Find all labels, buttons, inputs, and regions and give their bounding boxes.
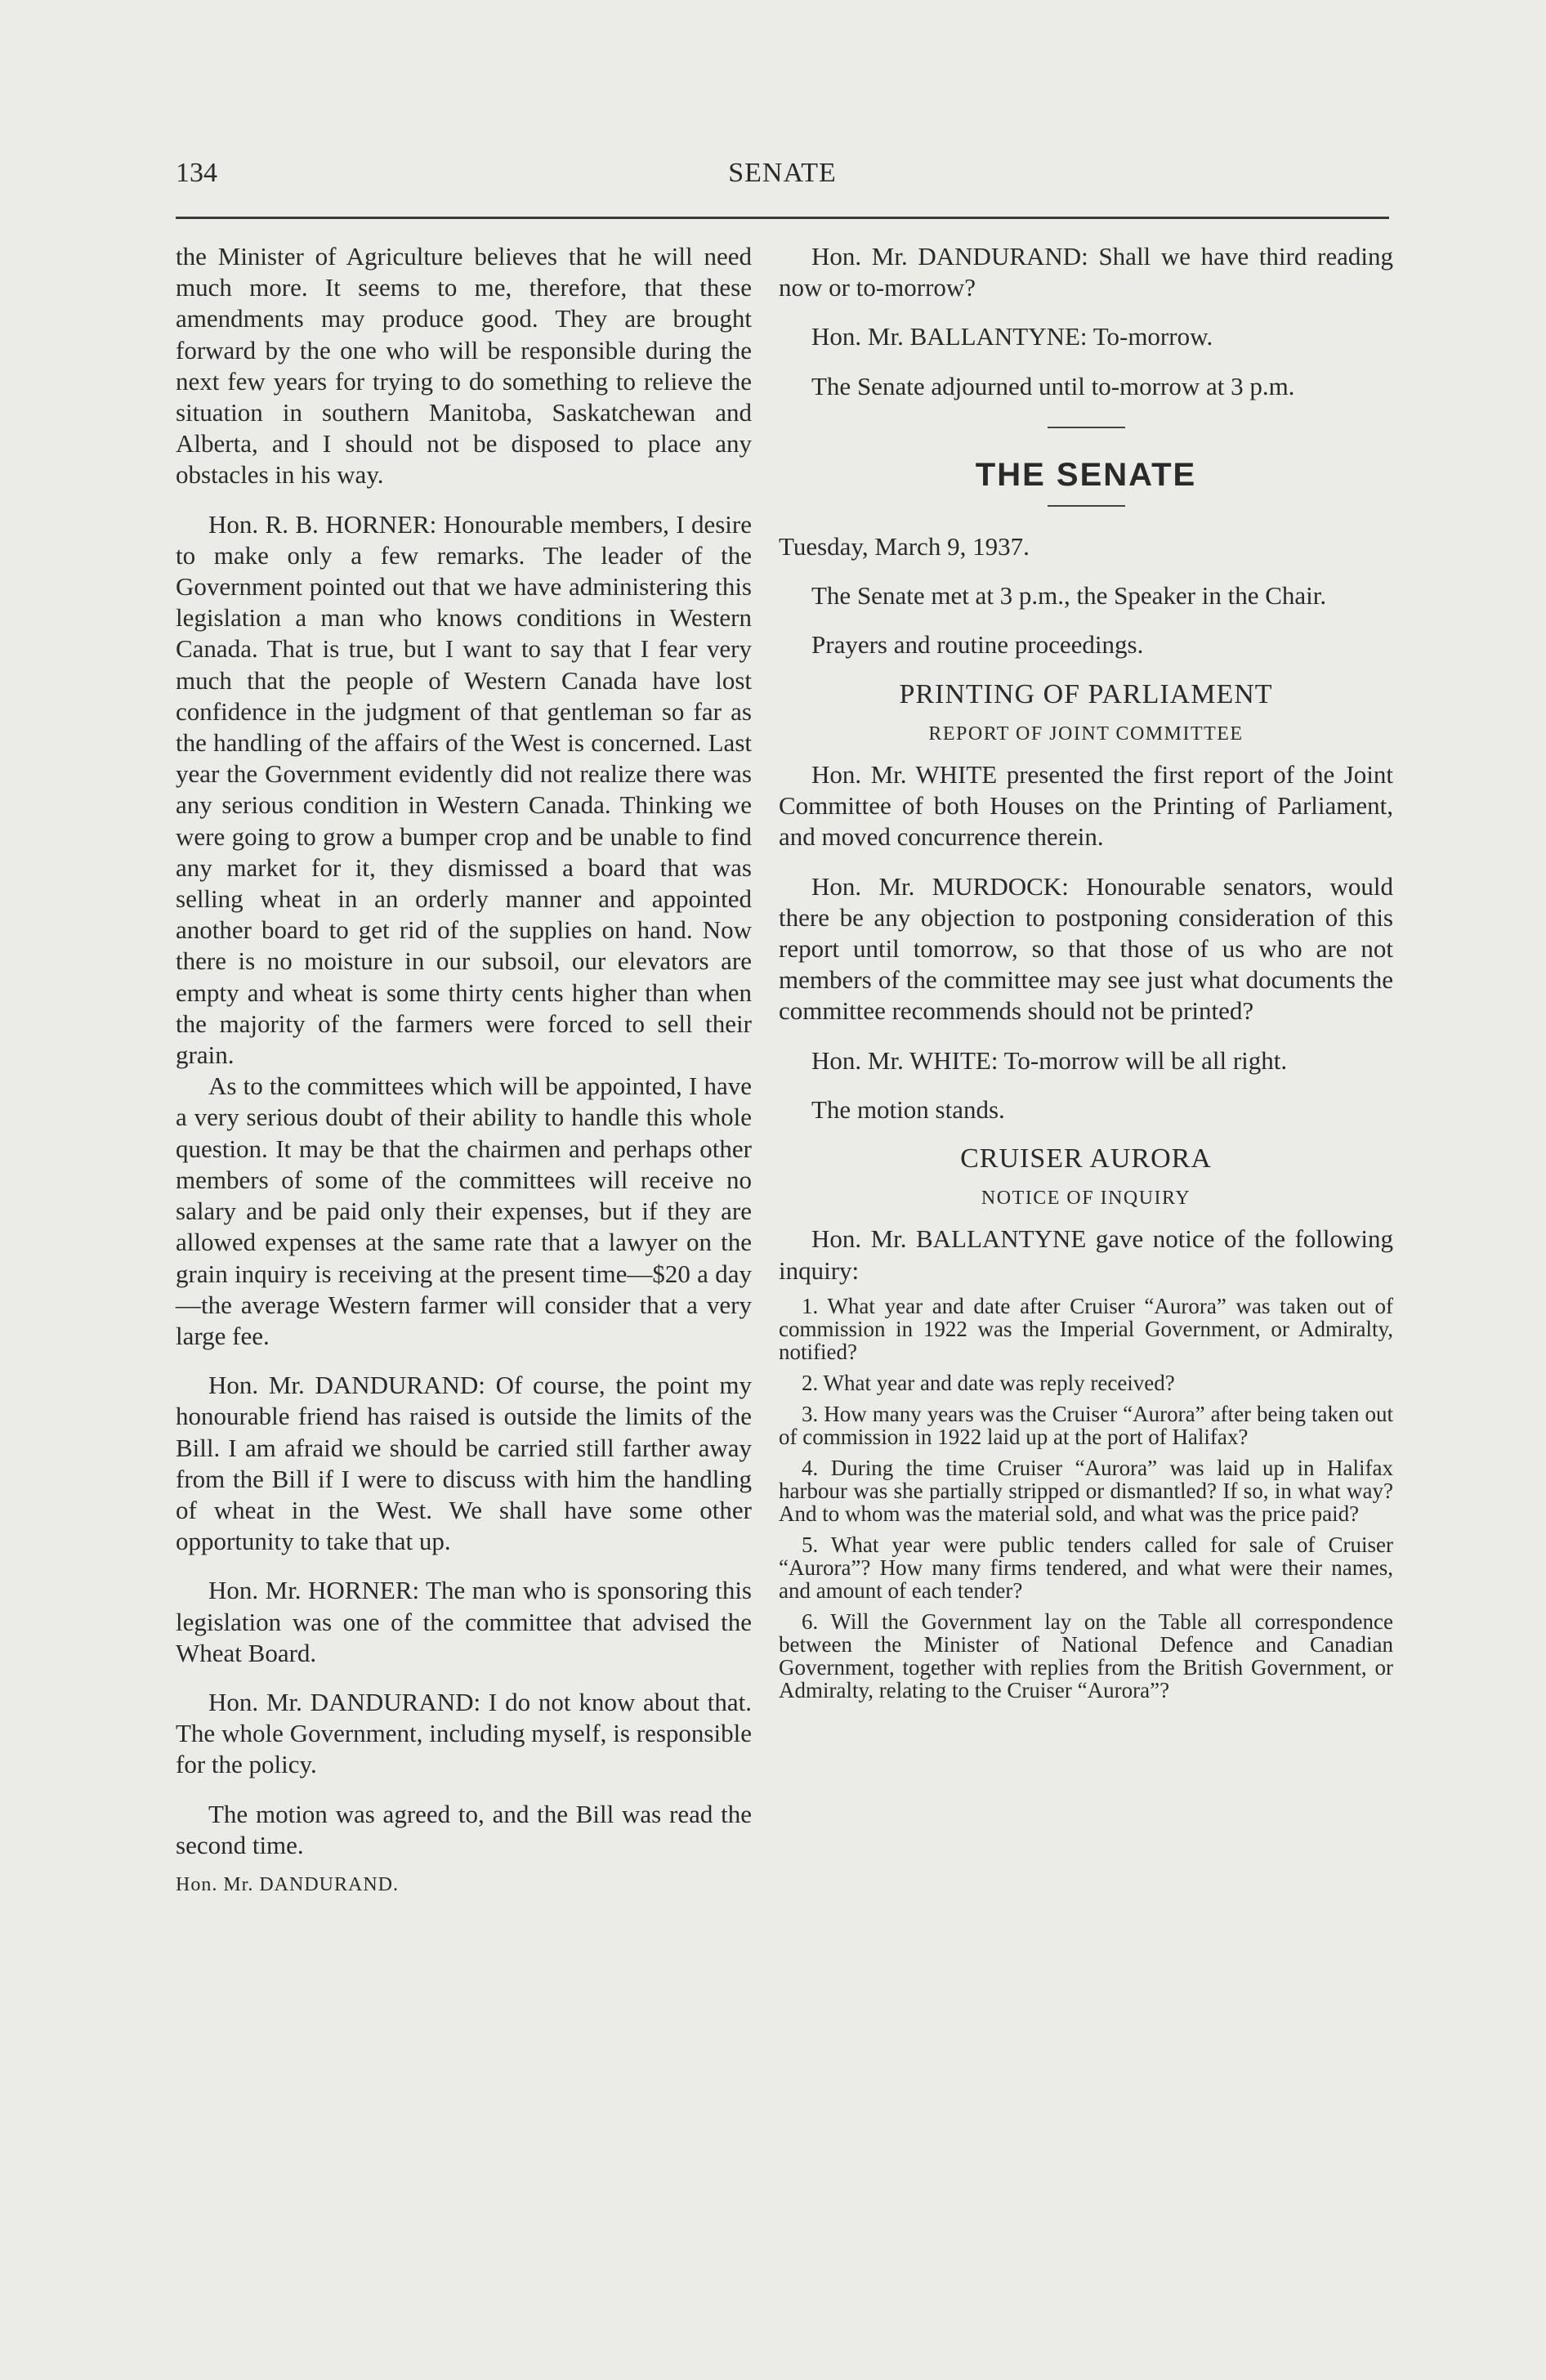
paragraph: Hon. Mr. DANDURAND: Shall we have third reading now or to-morrow? [779,242,1393,302]
page-number: 134 [176,158,217,188]
footer-note: Hon. Mr. DANDURAND. [176,1873,400,1895]
session-title: THE SENATE [975,456,1197,493]
paragraph: the Minister of Agriculture believes that he will need much more. It seems to me, therefore, that these amendments may produce good. They are brought forward by the one who will be responsible during the next few years for trying to do something to relieve the situation in southern Manitoba, Saskatchewan and Alberta, and I should not be disposed to place any obstacles in his way. [176,242,752,490]
paragraph: Hon. R. B. HORNER: Honourable members, I desire to make only a few remarks. The leader of the Government pointed out that we have administering this legislation a man who knows conditions in Western Canada. That is true, but I want to say that I fear very much that the people of Western Canada have lost confidence in the judgment of that gentleman so far as the handling of the affairs of the West is concerned. Last year the Government evidently did not realize there was any serious condition in Western Canada. Thinking we were going to grow a bumper crop and be unable to find any market for it, they dismissed a board that was selling wheat in an orderly manner and appointed another board to get rid of the supplies on hand. Now there is no moisture in our subsoil, our elevators are empty and wheat is some thirty cents higher than when the majority of the farmers were forced to sell their grain. [176,509,752,1070]
session-dateline: Tuesday, March 9, 1937. [779,532,1030,561]
inquiry-item: 5. What year were public tenders called for sale of Cruiser “Aurora”? How many firms tendered, and what were their names, and amount of each tender? [779,1532,1393,1603]
paragraph: As to the committees which will be appointed, I have a very serious doubt of their ability to handle this whole question. It may be that the chairmen and perhaps other members of some of the committees will receive no salary and be paid only their expenses, but if they are allowed expenses at the same rate that a lawyer on the grain inquiry is receiving at the present time—$20 a day—the average Western farmer will consider that a very large fee. [176,1071,752,1350]
inquiry-list [779,1295,1393,1702]
paragraph: Hon. Mr. DANDURAND: Of course, the point my honourable friend has raised is outside the limits of the Bill. I am afraid we should be carried still farther away from the Bill if I were to discuss with him the handling of wheat in the West. We shall have some other opportunity to take that up. [176,1371,752,1556]
paragraph: Hon. Mr. BALLANTYNE gave notice of the following inquiry: [779,1224,1393,1285]
section-subheading: NOTICE OF INQUIRY [981,1188,1191,1210]
paragraph: Hon. Mr. DANDURAND: I do not know about that. The whole Government, including myself, is responsible for the policy. [176,1687,752,1779]
inquiry-item: 3. How many years was the Cruiser “Aurora” after being taken out of commission in 1922 laid up at the port of Halifax? [779,1401,1393,1449]
paragraph: The motion was agreed to, and the Bill was read the second time. [176,1799,752,1859]
right-column [779,241,1393,1710]
inquiry-item: 4. During the time Cruiser “Aurora” was laid up in Halifax harbour was she partially stripped or dismantled? If so, in what way? And to whom was the material sold, and what was the price paid? [779,1455,1393,1526]
paragraph: The Senate adjourned until to-morrow at 3 p.m. [811,371,1295,400]
section-heading: CRUISER AURORA [960,1143,1212,1174]
paragraph: Hon. Mr. HORNER: The man who is sponsoring this legislation was one of the committee that advised the Wheat Board. [176,1576,752,1667]
inquiry-item: 6. Will the Government lay on the Table all correspondence between the Minister of National Defence and Canadian Government, together with replies from the British Government, or Admiralty, relating to the Cruiser “Aurora”? [779,1608,1393,1702]
paragraph: Hon. Mr. WHITE: To-morrow will be all right. [811,1045,1288,1075]
inquiry-item: 1. What year and date after Cruiser “Aurora” was taken out of commission in 1922 was the Imperial Government, or Admiralty, notified? [779,1293,1393,1364]
paragraph: The Senate met at 3 p.m., the Speaker in the Chair. [811,581,1327,611]
left-column [176,241,752,1900]
section-divider [1048,427,1125,428]
paragraph: The motion stands. [811,1094,1005,1124]
inquiry-item: 2. What year and date was reply received? [802,1370,1175,1395]
section-divider [1048,505,1125,507]
paragraph: Hon. Mr. BALLANTYNE: To-morrow. [811,322,1213,351]
paragraph: Hon. Mr. WHITE presented the first report of the Joint Committee of both Houses on the Printing of Parliament, and moved concurrence therein. [779,760,1393,852]
page-header [176,151,1389,219]
section-subheading: REPORT OF JOINT COMMITTEE [928,722,1244,745]
section-heading: PRINTING OF PARLIAMENT [899,678,1273,709]
running-head: SENATE [728,158,837,188]
paragraph: Hon. Mr. MURDOCK: Honourable senators, would there be any objection to postponing consideration of this report until tomorrow, so that those of us who are not members of the committee may see just what documents the committee recommends should not be printed? [779,871,1393,1026]
paragraph: Prayers and routine proceedings. [811,630,1144,660]
